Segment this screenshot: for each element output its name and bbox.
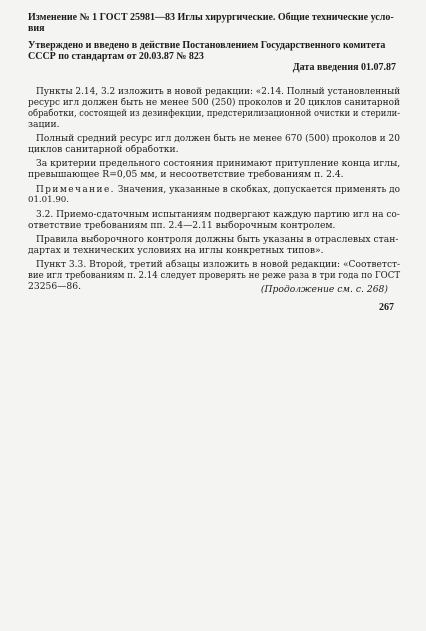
para1-line-4: зации.: [28, 119, 60, 130]
para6-line-1: Правила выборочного контроля должны быть указаны в отраслевых стан-: [36, 234, 399, 245]
continuation-note: (Продолжение см. с. 268): [260, 284, 388, 295]
para3-line-2: превышающее R=0,05 мм, и несоответствие требованиям п. 2.4.: [28, 169, 344, 180]
para5-line-2: ответствие требованиям пп. 2.4—2.11 выборочным контролем.: [28, 220, 336, 231]
para5-line-1: 3.2. Приемо-сдаточным испытаниям подвергают каждую партию игл на со-: [36, 209, 400, 220]
para1-line-2: ресурс игл должен быть не менее 500 (250) проколов и 20 циклов санитарной: [28, 97, 400, 108]
approval-line-1: Утверждено и введено в действие Постановлением Государственного комитета: [28, 40, 386, 51]
para1-line-3: обработки, состоящей из дезинфекции, предстерилизационной очистки и стерили-: [28, 108, 401, 119]
para6-line-2: дартах и технических условиях на иглы конкретных типов».: [28, 245, 324, 256]
para2-line-1: Полный средний ресурс игл должен быть не менее 670 (500) проколов и 20: [36, 133, 400, 144]
para7-line-3: 23256—86.: [28, 281, 82, 292]
approval-line-2: СССР по стандартам от 20.03.87 № 823: [28, 51, 204, 62]
amendment-title-line-2: вия: [28, 23, 45, 34]
para7-line-2: вие игл требованиям п. 2.14 следует проверять не реже раза в три года по ГОСТ: [28, 270, 401, 281]
note-text: Значения, указанные в скобках, допускается применять до: [114, 184, 401, 195]
para1-line-1: Пункты 2.14, 3.2 изложить в новой редакции: «2.14. Полный установленный: [36, 86, 401, 97]
note-line-2: 01.01.90.: [28, 195, 70, 205]
para2-line-2: циклов санитарной обработки.: [28, 144, 179, 155]
note-line-1: [36, 184, 400, 195]
para3-line-1: За критерии предельного состояния принимают притупление конца иглы,: [36, 158, 401, 169]
effective-date: Дата введения 01.07.87: [292, 62, 396, 73]
para7-line-1: Пункт 3.3. Второй, третий абзацы изложить в новой редакции: «Соответст-: [36, 259, 401, 270]
note-label: Примечание.: [36, 184, 115, 195]
page-number: 267: [379, 302, 394, 313]
amendment-title-line-1: Изменение № 1 ГОСТ 25981—83 Иглы хирургические. Общие технические усло-: [28, 12, 394, 23]
